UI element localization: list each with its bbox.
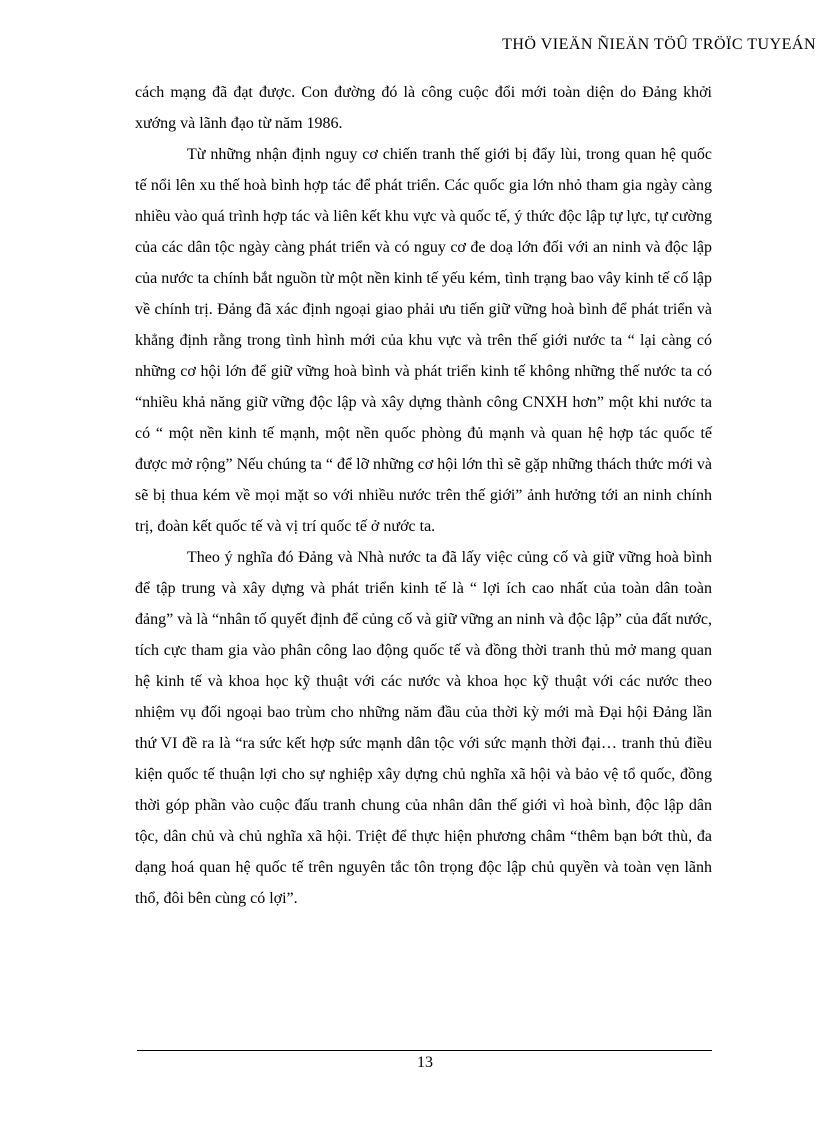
document-body — [135, 77, 712, 914]
header-watermark: THÖ VIEÄN ÑIEÄN TÖÛ TRÖÏC TUYEÁN — [502, 36, 816, 53]
paragraph-international-context: Từ những nhận định nguy cơ chiến tranh thế giới bị đẩy lùi, trong quan hệ quốc tế nổi lên xu thế hoà bình hợp tác để phát triển. Các quốc gia lớn nhỏ tham gia ngày càng nhiều vào quá trình hợp tác và liên kết khu vực và quốc tế, ý thức độc lập tự lực, tự cường của các dân tộc ngày càng phát triển và có nguy cơ đe doạ lớn đối với an ninh và độc lập của nước ta chính bắt nguồn từ một nền kinh tế yếu kém, tình trạng bao vây kinh tế cố lập về chính trị. Đảng đã xác định ngoại giao phải ưu tiến giữ vững hoà bình để phát triển và khẳng định rằng trong tình hình mới của khu vực và trên thế giới nước ta “ lại càng có những cơ hội lớn để giữ vững hoà bình và phát triển kinh tế không những thế nước ta có “nhiều khả năng giữ vững độc lập và xây dựng thành công CNXH hơn” một khi nước ta có “ một nền kinh tế mạnh, một nền quốc phòng đủ mạnh và quan hệ hợp tác quốc tế được mở rộng” Nếu chúng ta “ để lỡ những cơ hội lớn thì sẽ gặp những thách thức mới và sẽ bị thua kém về mọi mặt so với nhiều nước trên thế giới” ảnh hưởng tới an ninh chính trị, đoàn kết quốc tế và vị trí quốc tế ở nước ta. — [135, 146, 712, 535]
paragraph-foreign-policy: Theo ý nghĩa đó Đảng và Nhà nước ta đã lấy việc củng cố và giữ vững hoà bình để tập trung và xây dựng và phát triển kinh tế là “ lợi ích cao nhất của toàn dân toàn đảng” và là “nhân tố quyết định để củng cố và giữ vững an ninh và độc lập” của đất nước, tích cực tham gia vào phân công lao động quốc tế và đồng thời tranh thủ mở mang quan hệ kinh tế và khoa học kỹ thuật với các nước và khoa học kỹ thuật với các nước theo nhiệm vụ đối ngoại bao trùm cho những năm đầu của thời kỳ mới mà Đại hội Đảng lần thứ VI đề ra là “ra sức kết hợp sức mạnh dân tộc với sức mạnh thời đại… tranh thủ điều kiện quốc tế thuận lợi cho sự nghiệp xây dựng chủ nghĩa xã hội và bảo vệ tổ quốc, đồng thời góp phần vào cuộc đấu tranh chung của nhân dân thế giới vì hoà bình, độc lập dân tộc, dân chủ và chủ nghĩa xã hội. Triệt để thực hiện phương châm “thêm bạn bớt thù, đa dạng hoá quan hệ quốc tế trên nguyên tắc tôn trọng độc lập chủ quyền và toàn vẹn lãnh thổ, đôi bên cùng có lợi”. — [135, 549, 712, 907]
paragraph-continuation: cách mạng đã đạt được. Con đường đó là công cuộc đổi mới toàn diện do Đảng khởi xướng và lãnh đạo từ năm 1986. — [135, 84, 712, 132]
footer-divider — [137, 1050, 712, 1051]
page-number: 13 — [417, 1054, 433, 1071]
